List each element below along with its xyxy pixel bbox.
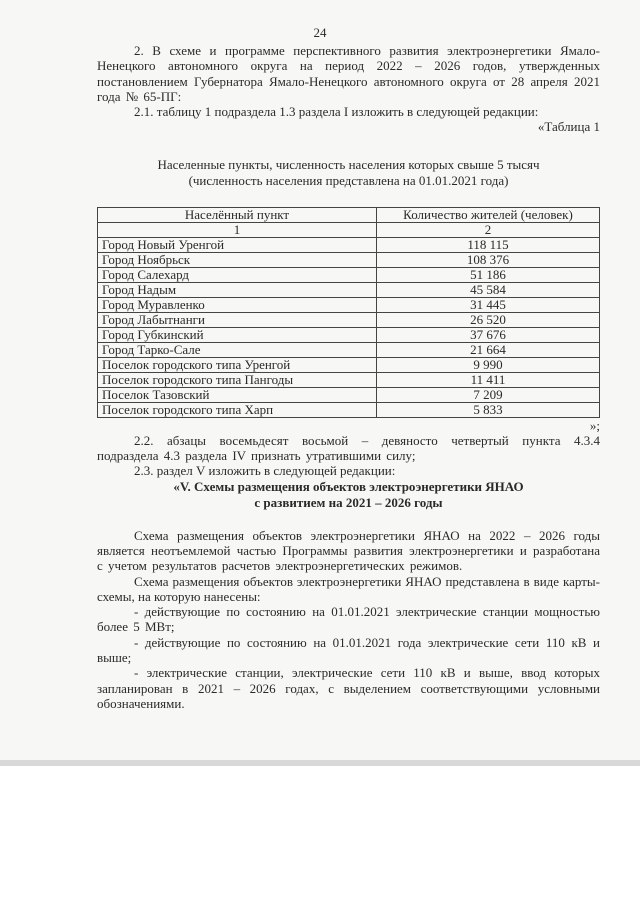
paragraph-table-instruction: 2.1. таблицу 1 подраздела 1.3 раздела I изложить в следующей редакции:	[134, 104, 539, 120]
column-number-1: 1	[98, 222, 377, 237]
table-row	[98, 237, 600, 252]
document-body	[97, 43, 600, 711]
settlement-name: Город Новый Уренгой	[98, 237, 377, 252]
settlement-name: Поселок городского типа Харп	[98, 402, 377, 417]
section-heading	[97, 479, 600, 511]
table-row	[98, 297, 600, 312]
settlement-name: Город Надым	[98, 282, 377, 297]
population-value: 31 445	[377, 297, 600, 312]
table-row	[98, 357, 600, 372]
population-value: 21 664	[377, 342, 600, 357]
population-value: 51 186	[377, 267, 600, 282]
population-value: 26 520	[377, 312, 600, 327]
settlement-name: Город Губкинский	[98, 327, 377, 342]
settlement-name: Поселок Тазовский	[98, 387, 377, 402]
section-heading-line1: «V. Схемы размещения объектов электроэнергетики ЯНАО	[173, 478, 524, 494]
table-caption	[97, 157, 600, 189]
table-column-number-row	[98, 222, 600, 237]
paragraph-section-instruction: 2.3. раздел V изложить в следующей редакции:	[134, 463, 396, 479]
table-row	[98, 312, 600, 327]
table-row	[98, 387, 600, 402]
settlement-name: Город Ноябрьск	[98, 252, 377, 267]
header-population: Количество жителей (человек)	[377, 207, 600, 222]
table-row	[98, 402, 600, 417]
table-row	[98, 282, 600, 297]
population-value: 37 676	[377, 327, 600, 342]
paragraph-map-intro: Схема размещения объектов электроэнергетики ЯНАО представлена в виде карты-схемы, на которую нанесены:	[97, 573, 600, 604]
settlement-name: Город Тарко-Сале	[98, 342, 377, 357]
settlement-name: Город Лабытнанги	[98, 312, 377, 327]
table-header-row	[98, 207, 600, 222]
table-row	[98, 342, 600, 357]
population-value: 11 411	[377, 372, 600, 387]
table-caption-line1: Населенные пункты, численность населения которых свыше 5 тысяч	[157, 156, 540, 172]
paragraph-repeal: 2.2. абзацы восемьдесят восьмой – девяносто четвертый пункта 4.3.4 подраздела 4.3 раздела IV признать утратившими силу;	[97, 432, 600, 464]
settlement-name: Город Муравленко	[98, 297, 377, 312]
list-item-power-grids: - действующие по состоянию на 01.01.2021 года электрические сети 110 кВ и выше;	[97, 634, 600, 666]
settlement-name: Город Салехард	[98, 267, 377, 282]
paragraph-scheme-description: Схема размещения объектов электроэнергетики ЯНАО на 2022 – 2026 годы является неотъемлемой частью Программы развития электроэнергетики и разработана с учетом результатов расчетов электроэнергетических режимов.	[97, 527, 600, 574]
table-closing-mark: »;	[589, 417, 600, 433]
list-item-power-stations: - действующие по состоянию на 01.01.2021 электрические станции мощностью более 5 МВт;	[97, 604, 600, 635]
population-table	[97, 207, 600, 418]
table-caption-line2: (численность населения представлена на 01.01.2021 года)	[188, 172, 509, 188]
paragraph-amendment-intro: 2. В схеме и программе перспективного развития электроэнергетики Ямало-Ненецкого автономного округа на период 2022 – 2026 годов, утвержденных постановлением Губернатора Ямало-Ненецкого автономного округа от 28 апреля 2021 года № 65-ПГ:	[97, 43, 600, 104]
settlement-name: Поселок городского типа Уренгой	[98, 357, 377, 372]
table-row	[98, 327, 600, 342]
table-row	[98, 267, 600, 282]
population-value: 5 833	[377, 402, 600, 417]
population-value: 7 209	[377, 387, 600, 402]
table-row	[98, 372, 600, 387]
population-value: 118 115	[377, 237, 600, 252]
header-settlement: Населённый пункт	[98, 207, 377, 222]
page-number: 24	[313, 25, 327, 40]
population-value: 45 584	[377, 282, 600, 297]
column-number-2: 2	[377, 222, 600, 237]
table-label: «Таблица 1	[537, 119, 600, 135]
table-row	[98, 252, 600, 267]
settlement-name: Поселок городского типа Пангоды	[98, 372, 377, 387]
section-heading-line2: с развитием на 2021 – 2026 годы	[254, 494, 443, 510]
population-value: 108 376	[377, 252, 600, 267]
list-item-planned-objects: - электрические станции, электрические сети 110 кВ и выше, ввод которых запланирован в 2021 – 2026 годах, с выделением соответствующими условными обозначениями.	[97, 665, 600, 711]
population-value: 9 990	[377, 357, 600, 372]
